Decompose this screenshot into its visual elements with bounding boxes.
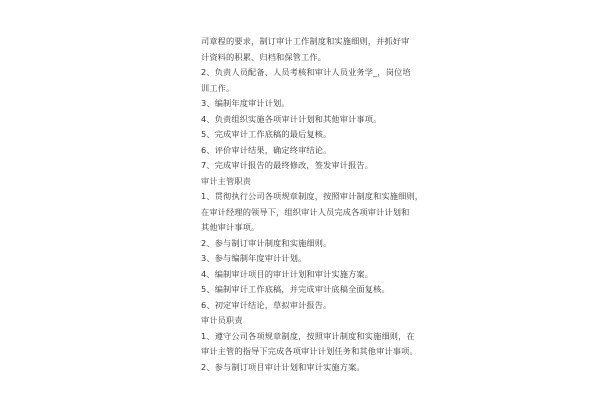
section-heading: 审计员职责 xyxy=(201,315,243,325)
text-line: 1、贯彻执行公司各项规章制度，按照审计制度和实施细则， xyxy=(201,191,424,201)
text-line: 2、负责人员配备、人员考核和审计人员业务学_，岗位培 xyxy=(201,67,411,77)
text-line: 7、完成审计报告的最终修改，签发审计报告。 xyxy=(201,160,374,170)
text-line: 在审计经理的领导下，组织审计人员完成各项审计计划和 xyxy=(201,206,410,217)
text-line: 1、遵守公司各项规章制度，按照审计制度和实施细则，在 xyxy=(201,330,415,341)
section-heading: 审计主管职责 xyxy=(201,175,252,186)
text-line: 4、编制审计项目的审计计划和审计实施方案。 xyxy=(201,268,374,279)
text-line: 5、编制审计工作底稿，并完成审计底稿全面复核。 xyxy=(201,284,390,294)
text-line: 其他审计事项。 xyxy=(201,222,260,232)
text-line: 3、编制年度审计计划。 xyxy=(201,98,290,108)
text-line: 审计主管的指导下完成各项审计计划任务和其他审计事项。 xyxy=(201,346,418,356)
text-line: 4、负责组织实施各项审计计划和其他审计事项。 xyxy=(201,113,382,124)
text-line: 司章程的要求，制订审计工作制度和实施细则，并抓好审 xyxy=(201,36,410,46)
text-line: 训工作。 xyxy=(201,82,235,93)
text-line: 6、评价审计结果，确定终审结论。 xyxy=(201,144,332,155)
text-line: 3、参与编制年度审计计划。 xyxy=(201,253,307,263)
text-line: 5、完成审计工作底稿的最后复核。 xyxy=(201,129,332,139)
text-line: 2、参与制订审计制度和实施细则。 xyxy=(201,237,332,248)
text-line: 计资料的积累、归档和保管工作。 xyxy=(201,51,327,62)
document-body xyxy=(201,34,424,375)
text-line: 2、参与制订项目审计计划和审计实施方案。 xyxy=(201,361,365,372)
text-line: 6、初定审计结论，草拟审计报告。 xyxy=(201,299,332,310)
